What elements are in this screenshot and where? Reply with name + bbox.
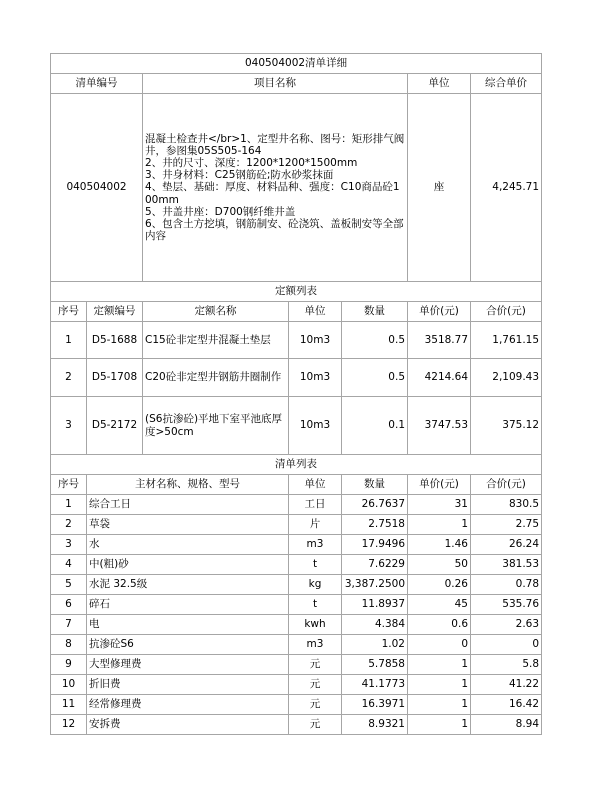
detail-table <box>50 53 542 735</box>
quota-name: C15砼非定型井混凝土垫层 <box>143 322 289 359</box>
material-name: 大型修理费 <box>87 655 289 675</box>
material-unit-price: 1.46 <box>408 535 471 555</box>
material-qty: 16.3971 <box>342 695 408 715</box>
material-qty: 5.7858 <box>342 655 408 675</box>
table-row <box>51 515 542 535</box>
material-qty: 4.384 <box>342 615 408 635</box>
quota-row <box>51 359 542 397</box>
quota-unit-price: 4214.64 <box>408 359 471 397</box>
material-unit: m3 <box>289 635 342 655</box>
quota-header-total: 合价(元) <box>471 302 542 322</box>
material-total: 381.53 <box>471 555 542 575</box>
quota-unit: 10m3 <box>289 322 342 359</box>
material-unit-price: 1 <box>408 675 471 695</box>
material-total: 41.22 <box>471 675 542 695</box>
table-row <box>51 715 542 735</box>
quota-unit: 10m3 <box>289 359 342 397</box>
material-rows <box>51 495 542 735</box>
table-row <box>51 575 542 595</box>
material-unit-price: 1 <box>408 655 471 675</box>
quota-code: D5-1688 <box>87 322 143 359</box>
material-index: 2 <box>51 515 87 535</box>
material-unit: kg <box>289 575 342 595</box>
material-qty: 8.9321 <box>342 715 408 735</box>
material-index: 7 <box>51 615 87 635</box>
material-total: 5.8 <box>471 655 542 675</box>
item-description: 混凝土检查井</br>1、定型井名称、图号：矩形排气阀井，参图集05S505-164 2、井的尺寸、深度：1200*1200*1500mm 3、井身材料：C25钢筋砼;防水砂浆抹面 4、垫层、基础：厚度、材料品种、强度：C10商品砼100mm 5、井盖井座：D700钢纤维井盖 6、包含土方挖填，钢筋制安、砼浇筑、盖板制安等全部内容 <box>143 94 408 282</box>
material-index: 3 <box>51 535 87 555</box>
table-row <box>51 635 542 655</box>
material-unit: 片 <box>289 515 342 535</box>
material-name: 电 <box>87 615 289 635</box>
quota-unit-price: 3747.53 <box>408 397 471 455</box>
table-title: 040504002清单详细 <box>51 54 542 74</box>
material-qty: 1.02 <box>342 635 408 655</box>
material-qty: 41.1773 <box>342 675 408 695</box>
material-unit: m3 <box>289 535 342 555</box>
material-unit: 工日 <box>289 495 342 515</box>
item-unit: 座 <box>408 94 471 282</box>
material-index: 9 <box>51 655 87 675</box>
quota-index: 1 <box>51 322 87 359</box>
material-header-qty: 数量 <box>342 475 408 495</box>
material-qty: 11.8937 <box>342 595 408 615</box>
material-section-title: 清单列表 <box>51 455 542 475</box>
material-total: 26.24 <box>471 535 542 555</box>
table-row <box>51 695 542 715</box>
material-index: 10 <box>51 675 87 695</box>
quota-header-unit-price: 单价(元) <box>408 302 471 322</box>
material-unit-price: 31 <box>408 495 471 515</box>
material-unit-price: 50 <box>408 555 471 575</box>
material-qty: 26.7637 <box>342 495 408 515</box>
material-index: 8 <box>51 635 87 655</box>
table-row <box>51 675 542 695</box>
material-unit-price: 45 <box>408 595 471 615</box>
material-qty: 3,387.2500 <box>342 575 408 595</box>
material-index: 6 <box>51 595 87 615</box>
material-total: 2.63 <box>471 615 542 635</box>
quota-name: C20砼非定型井钢筋井圈制作 <box>143 359 289 397</box>
material-unit: t <box>289 595 342 615</box>
code-header: 清单编号 <box>51 74 143 94</box>
material-name: 经常修理费 <box>87 695 289 715</box>
material-unit-price: 0.6 <box>408 615 471 635</box>
table-row <box>51 615 542 635</box>
material-name: 草袋 <box>87 515 289 535</box>
material-total: 8.94 <box>471 715 542 735</box>
quota-header-code: 定额编号 <box>87 302 143 322</box>
material-total: 0 <box>471 635 542 655</box>
material-name: 折旧费 <box>87 675 289 695</box>
table-row <box>51 495 542 515</box>
quota-index: 3 <box>51 397 87 455</box>
quota-qty: 0.5 <box>342 359 408 397</box>
material-index: 11 <box>51 695 87 715</box>
price-header: 综合单价 <box>471 74 542 94</box>
material-unit: 元 <box>289 715 342 735</box>
material-name: 安拆费 <box>87 715 289 735</box>
quota-code: D5-2172 <box>87 397 143 455</box>
material-unit-price: 0 <box>408 635 471 655</box>
material-index: 5 <box>51 575 87 595</box>
material-name: 水泥 32.5级 <box>87 575 289 595</box>
quota-unit: 10m3 <box>289 397 342 455</box>
name-header: 项目名称 <box>143 74 408 94</box>
material-total: 535.76 <box>471 595 542 615</box>
quota-total: 375.12 <box>471 397 542 455</box>
quota-qty: 0.5 <box>342 322 408 359</box>
material-total: 16.42 <box>471 695 542 715</box>
quota-header-index: 序号 <box>51 302 87 322</box>
material-qty: 2.7518 <box>342 515 408 535</box>
material-name: 综合工日 <box>87 495 289 515</box>
table-row <box>51 535 542 555</box>
material-name: 抗渗砼S6 <box>87 635 289 655</box>
quota-name: (S6抗渗砼)平地下室平池底厚度>50cm <box>143 397 289 455</box>
unit-header: 单位 <box>408 74 471 94</box>
quota-code: D5-1708 <box>87 359 143 397</box>
material-qty: 17.9496 <box>342 535 408 555</box>
material-header-name: 主材名称、规格、型号 <box>87 475 289 495</box>
quota-unit-price: 3518.77 <box>408 322 471 359</box>
table-row <box>51 655 542 675</box>
quota-section-title: 定额列表 <box>51 282 542 302</box>
table-row <box>51 595 542 615</box>
material-unit: 元 <box>289 695 342 715</box>
material-name: 碎石 <box>87 595 289 615</box>
quota-header-qty: 数量 <box>342 302 408 322</box>
material-header-unit-price: 单价(元) <box>408 475 471 495</box>
quota-header-name: 定额名称 <box>143 302 289 322</box>
quota-header-unit: 单位 <box>289 302 342 322</box>
quota-index: 2 <box>51 359 87 397</box>
material-header-unit: 单位 <box>289 475 342 495</box>
quota-total: 1,761.15 <box>471 322 542 359</box>
material-index: 4 <box>51 555 87 575</box>
quota-row <box>51 322 542 359</box>
material-qty: 7.6229 <box>342 555 408 575</box>
material-unit-price: 0.26 <box>408 575 471 595</box>
material-unit: kwh <box>289 615 342 635</box>
item-price: 4,245.71 <box>471 94 542 282</box>
material-unit: 元 <box>289 675 342 695</box>
material-unit: 元 <box>289 655 342 675</box>
table-row <box>51 555 542 575</box>
material-index: 1 <box>51 495 87 515</box>
material-total: 2.75 <box>471 515 542 535</box>
item-code: 040504002 <box>51 94 143 282</box>
material-header-index: 序号 <box>51 475 87 495</box>
material-unit-price: 1 <box>408 695 471 715</box>
quota-total: 2,109.43 <box>471 359 542 397</box>
material-unit-price: 1 <box>408 715 471 735</box>
material-total: 830.5 <box>471 495 542 515</box>
material-name: 水 <box>87 535 289 555</box>
material-unit: t <box>289 555 342 575</box>
quota-qty: 0.1 <box>342 397 408 455</box>
material-name: 中(粗)砂 <box>87 555 289 575</box>
material-unit-price: 1 <box>408 515 471 535</box>
material-total: 0.78 <box>471 575 542 595</box>
quota-row <box>51 397 542 455</box>
material-header-total: 合价(元) <box>471 475 542 495</box>
material-index: 12 <box>51 715 87 735</box>
